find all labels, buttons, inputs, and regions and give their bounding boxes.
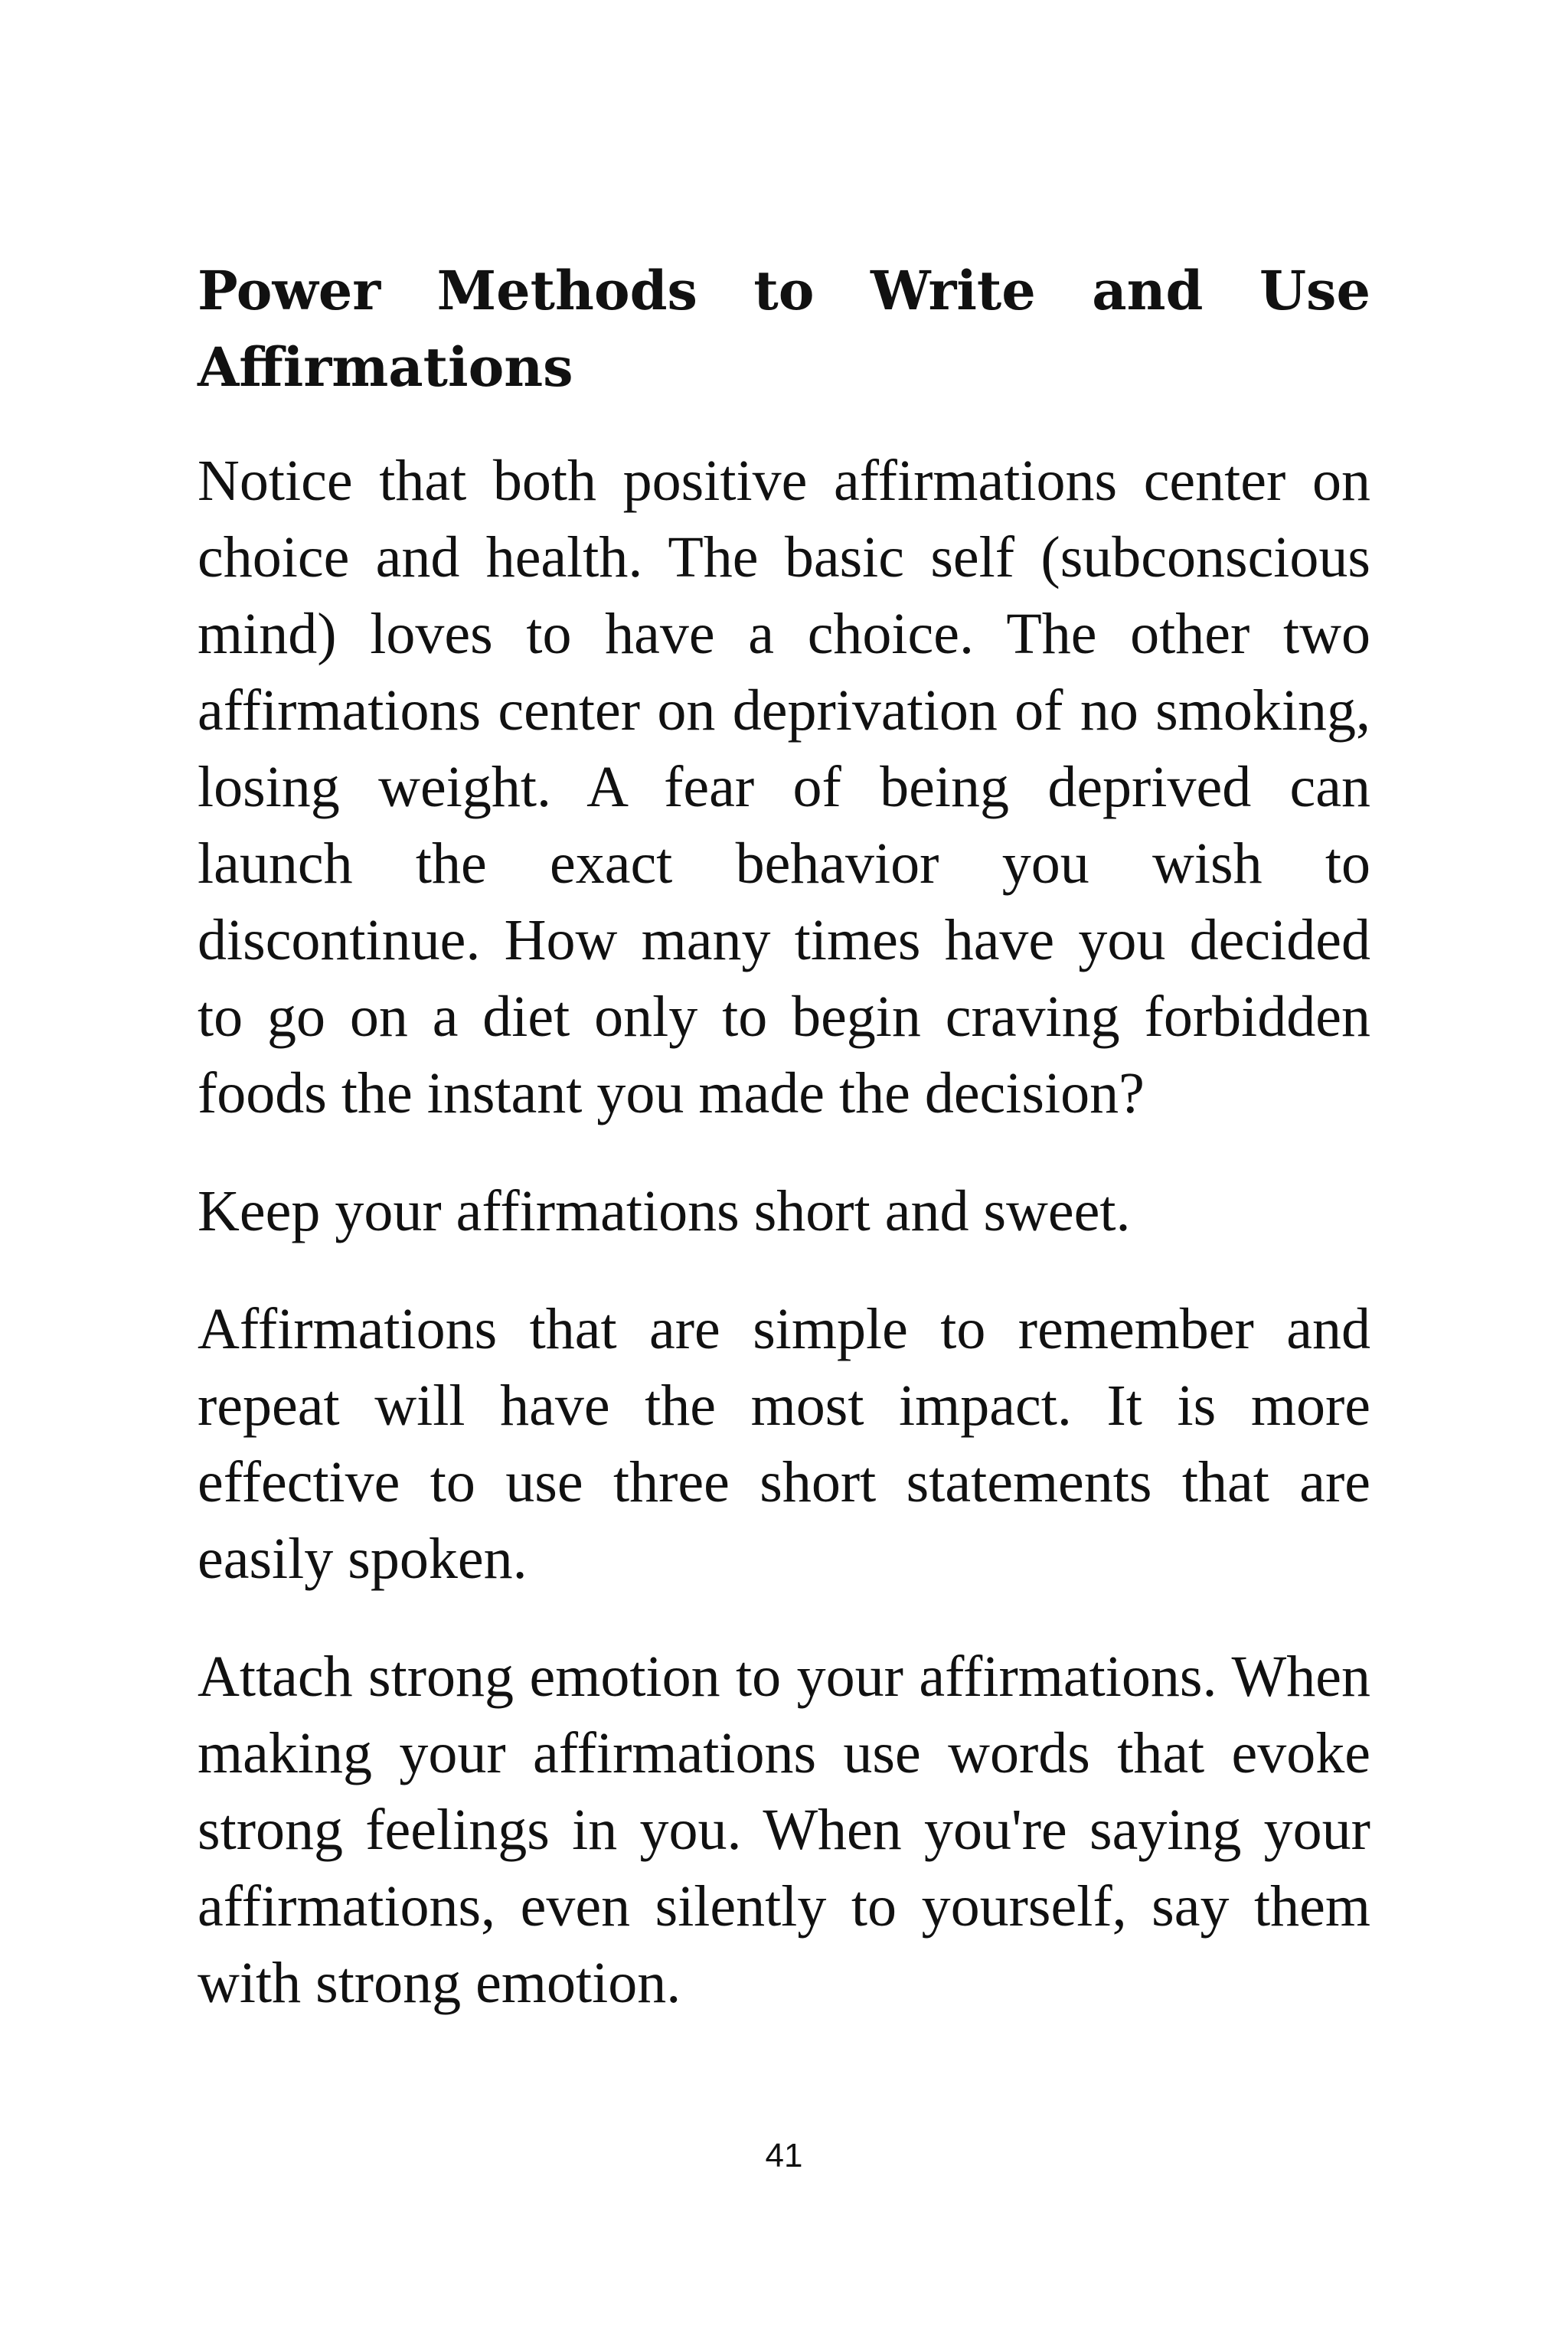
paragraph-short-and-sweet: Keep your affirmations short and sweet.: [198, 1179, 1131, 1243]
page-number: 41: [765, 2137, 803, 2174]
paragraph-strong-emotion: Attach strong emotion to your affirmations. When making your affirmations use words that evoke strong feelings in you. When you're saying your affirmations, even silently to yourself, say them with strong emotion.: [198, 1645, 1370, 2015]
paragraph-choice-and-health: Notice that both positive affirmations center on choice and health. The basic self (subconscious mind) loves to have a choice. The other two affirmations center on deprivation of no smoking, losing weight. A fear of being deprived can launch the exact behavior you wish to discontinue. How many times have you decided to go on a diet only to begin craving forbidden foods the instant you made the decision?: [198, 449, 1370, 1125]
section-heading: Power Methods to Write and Use Affirmations: [198, 259, 1370, 399]
page-content: [198, 253, 1370, 2063]
paragraph-simple-to-remember: Affirmations that are simple to remember and repeat will have the most impact. It is more effective to use three short statements that are easily spoken.: [198, 1297, 1370, 1591]
